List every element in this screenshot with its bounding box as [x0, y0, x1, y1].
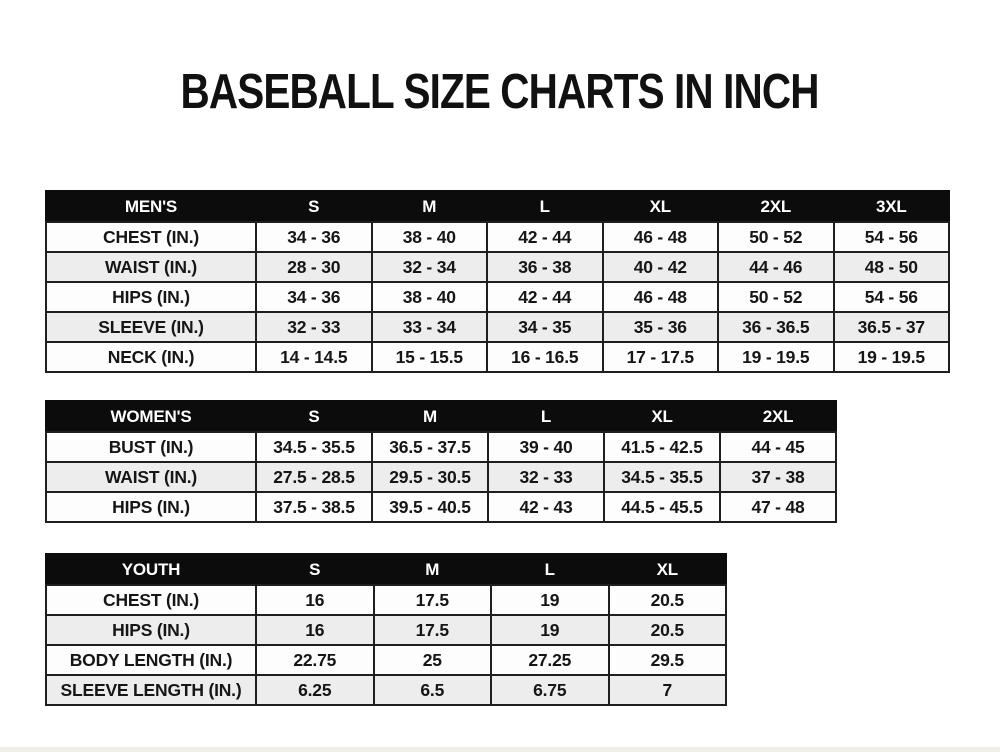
womens-header-row — [46, 401, 836, 432]
page-title-text: BASEBALL SIZE CHARTS IN INCH — [180, 63, 820, 119]
mens-column-header: XL — [603, 191, 719, 222]
row-label: BODY LENGTH (IN.) — [46, 645, 256, 675]
mens-column-header: S — [256, 191, 372, 222]
row-label: SLEEVE LENGTH (IN.) — [46, 675, 256, 705]
size-value: 7 — [609, 675, 727, 705]
size-value: 6.5 — [374, 675, 492, 705]
youth-table-title: YOUTH — [46, 554, 256, 585]
size-value: 44 - 45 — [720, 432, 836, 462]
size-value: 6.75 — [491, 675, 609, 705]
size-value: 37 - 38 — [720, 462, 836, 492]
mens-table-row — [46, 312, 949, 342]
size-value: 34 - 36 — [256, 282, 372, 312]
size-value: 48 - 50 — [834, 252, 950, 282]
size-value: 34.5 - 35.5 — [256, 432, 372, 462]
size-value: 22.75 — [256, 645, 374, 675]
size-value: 29.5 — [609, 645, 727, 675]
size-value: 32 - 33 — [256, 312, 372, 342]
row-label: HIPS (IN.) — [46, 615, 256, 645]
womens-column-header: S — [256, 401, 372, 432]
womens-size-table — [45, 400, 837, 523]
size-value: 19 - 19.5 — [718, 342, 834, 372]
youth-column-header: L — [491, 554, 609, 585]
size-value: 29.5 - 30.5 — [372, 462, 488, 492]
size-value: 35 - 36 — [603, 312, 719, 342]
bottom-edge-strip — [0, 747, 1000, 752]
size-value: 42 - 44 — [487, 222, 603, 252]
womens-column-header: M — [372, 401, 488, 432]
youth-column-header: XL — [609, 554, 727, 585]
row-label: WAIST (IN.) — [46, 252, 256, 282]
youth-size-table — [45, 553, 727, 706]
size-value: 36 - 38 — [487, 252, 603, 282]
row-label: SLEEVE (IN.) — [46, 312, 256, 342]
youth-table-row — [46, 645, 726, 675]
womens-table-row — [46, 462, 836, 492]
size-value: 41.5 - 42.5 — [604, 432, 720, 462]
size-value: 34.5 - 35.5 — [604, 462, 720, 492]
youth-header-row — [46, 554, 726, 585]
size-value: 46 - 48 — [603, 222, 719, 252]
size-value: 16 — [256, 615, 374, 645]
mens-table-row — [46, 252, 949, 282]
womens-table-row — [46, 492, 836, 522]
row-label: NECK (IN.) — [46, 342, 256, 372]
size-value: 36.5 - 37 — [834, 312, 950, 342]
size-value: 54 - 56 — [834, 222, 950, 252]
size-value: 20.5 — [609, 585, 727, 615]
row-label: CHEST (IN.) — [46, 585, 256, 615]
mens-column-header: 2XL — [718, 191, 834, 222]
size-value: 17.5 — [374, 585, 492, 615]
size-value: 27.25 — [491, 645, 609, 675]
womens-table-title: WOMEN'S — [46, 401, 256, 432]
size-value: 39 - 40 — [488, 432, 604, 462]
row-label: BUST (IN.) — [46, 432, 256, 462]
size-value: 44.5 - 45.5 — [604, 492, 720, 522]
size-value: 19 — [491, 615, 609, 645]
size-value: 47 - 48 — [720, 492, 836, 522]
size-value: 39.5 - 40.5 — [372, 492, 488, 522]
youth-column-header: S — [256, 554, 374, 585]
size-value: 33 - 34 — [372, 312, 488, 342]
mens-table-row — [46, 282, 949, 312]
size-value: 16 - 16.5 — [487, 342, 603, 372]
size-value: 37.5 - 38.5 — [256, 492, 372, 522]
size-value: 50 - 52 — [718, 282, 834, 312]
size-value: 6.25 — [256, 675, 374, 705]
womens-table-row — [46, 432, 836, 462]
size-value: 19 — [491, 585, 609, 615]
mens-column-header: M — [372, 191, 488, 222]
size-value: 19 - 19.5 — [834, 342, 950, 372]
womens-column-header: L — [488, 401, 604, 432]
mens-table-row — [46, 342, 949, 372]
youth-table-row — [46, 615, 726, 645]
row-label: HIPS (IN.) — [46, 282, 256, 312]
size-value: 17.5 — [374, 615, 492, 645]
row-label: WAIST (IN.) — [46, 462, 256, 492]
size-value: 50 - 52 — [718, 222, 834, 252]
mens-size-table — [45, 190, 950, 373]
size-value: 42 - 44 — [487, 282, 603, 312]
row-label: HIPS (IN.) — [46, 492, 256, 522]
size-value: 17 - 17.5 — [603, 342, 719, 372]
womens-column-header: 2XL — [720, 401, 836, 432]
size-value: 36.5 - 37.5 — [372, 432, 488, 462]
mens-table-row — [46, 222, 949, 252]
size-value: 46 - 48 — [603, 282, 719, 312]
size-value: 14 - 14.5 — [256, 342, 372, 372]
size-value: 27.5 - 28.5 — [256, 462, 372, 492]
size-value: 28 - 30 — [256, 252, 372, 282]
size-value: 16 — [256, 585, 374, 615]
size-value: 54 - 56 — [834, 282, 950, 312]
mens-table-title: MEN'S — [46, 191, 256, 222]
youth-table-row — [46, 585, 726, 615]
size-value: 32 - 33 — [488, 462, 604, 492]
row-label: CHEST (IN.) — [46, 222, 256, 252]
size-value: 36 - 36.5 — [718, 312, 834, 342]
size-value: 44 - 46 — [718, 252, 834, 282]
mens-header-row — [46, 191, 949, 222]
size-value: 40 - 42 — [603, 252, 719, 282]
size-value: 25 — [374, 645, 492, 675]
size-value: 15 - 15.5 — [372, 342, 488, 372]
size-value: 20.5 — [609, 615, 727, 645]
mens-column-header: L — [487, 191, 603, 222]
size-value: 34 - 35 — [487, 312, 603, 342]
size-value: 42 - 43 — [488, 492, 604, 522]
youth-column-header: M — [374, 554, 492, 585]
size-value: 38 - 40 — [372, 222, 488, 252]
size-value: 34 - 36 — [256, 222, 372, 252]
size-value: 32 - 34 — [372, 252, 488, 282]
womens-column-header: XL — [604, 401, 720, 432]
youth-table-row — [46, 675, 726, 705]
mens-column-header: 3XL — [834, 191, 950, 222]
size-value: 38 - 40 — [372, 282, 488, 312]
page-title — [0, 64, 1000, 118]
